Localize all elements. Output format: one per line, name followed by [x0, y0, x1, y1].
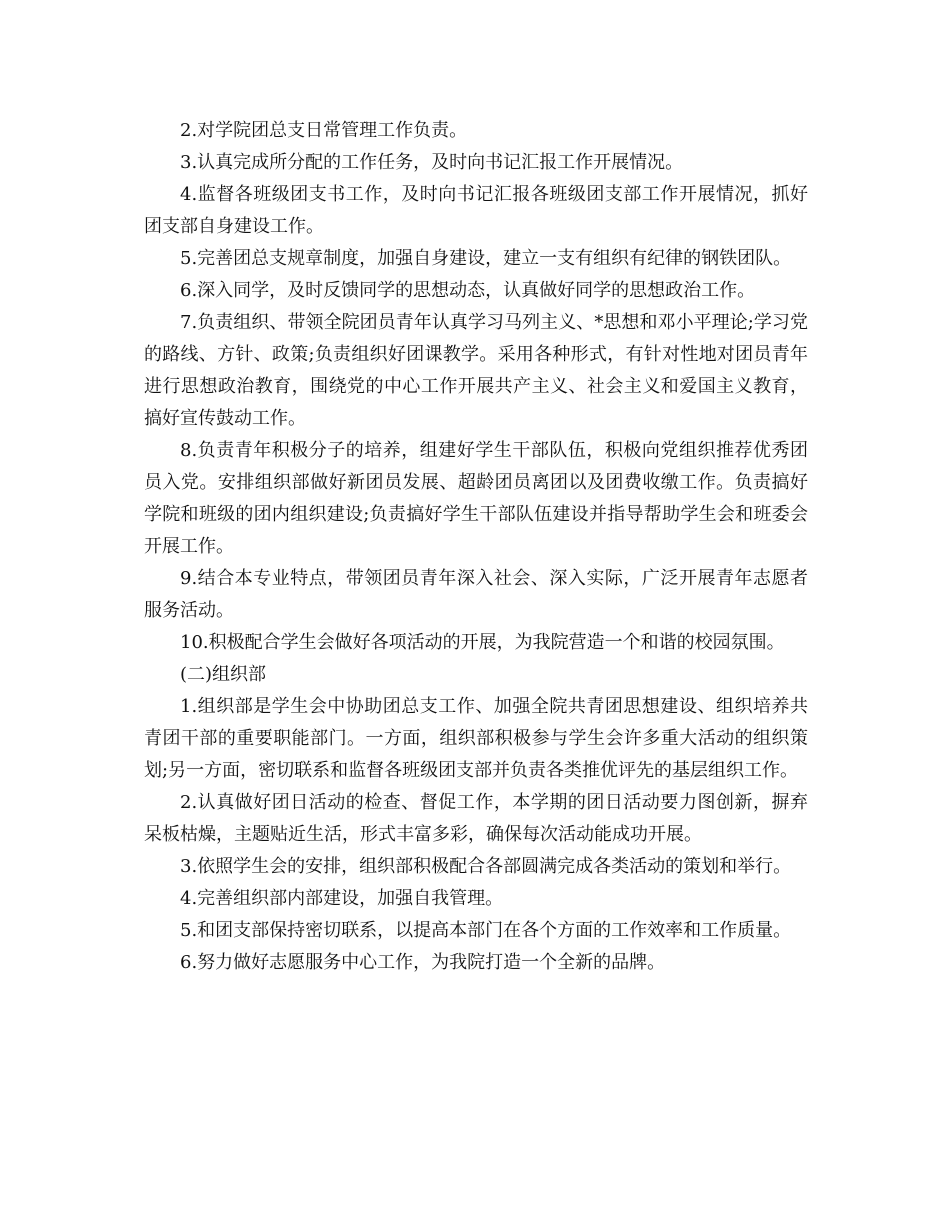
- org-dept-item-4: 4.完善组织部内部建设，加强自我管理。: [180, 888, 504, 909]
- org-dept-item-1: 1.组织部是学生会中协助团总支工作、加强全院共青团思想建设、组织培养共青团干部的重要职能部门。一方面，组织部积极参与学生会许多重大活动的组织策划;另一方面，密切联系和监督各班级团支部并负责各类推优评先的基层组织工作。: [144, 696, 808, 781]
- paragraph-item-8: 8.负责青年积极分子的培养，组建好学生干部队伍，积极向党组织推荐优秀团员入党。安排组织部做好新团员发展、超龄团员离团以及团费收缴工作。负责搞好学院和班级的团内组织建设;负责搞好学生干部队伍建设并指导帮助学生会和班委会开展工作。: [144, 440, 808, 557]
- document-body: [144, 115, 808, 979]
- org-dept-item-2: 2.认真做好团日活动的检查、督促工作，本学期的团日活动要力图创新，摒弃呆板枯燥，主题贴近生活，形式丰富多彩，确保每次活动能成功开展。: [144, 792, 808, 845]
- paragraph-item-4: 4.监督各班级团支书工作，及时向书记汇报各班级团支部工作开展情况，抓好团支部自身建设工作。: [144, 184, 808, 237]
- paragraph-item-3: 3.认真完成所分配的工作任务，及时向书记汇报工作开展情况。: [180, 152, 684, 173]
- org-dept-item-3: 3.依照学生会的安排，组织部积极配合各部圆满完成各类活动的策划和举行。: [180, 856, 792, 877]
- section-heading-organization-dept: (二)组织部: [180, 664, 267, 685]
- paragraph-item-9: 9.结合本专业特点，带领团员青年深入社会、深入实际，广泛开展青年志愿者服务活动。: [144, 568, 808, 621]
- paragraph-item-6: 6.深入同学，及时反馈同学的思想动态，认真做好同学的思想政治工作。: [180, 280, 756, 301]
- org-dept-item-5: 5.和团支部保持密切联系，以提高本部门在各个方面的工作效率和工作质量。: [180, 920, 792, 941]
- paragraph-item-7: 7.负责组织、带领全院团员青年认真学习马列主义、*思想和邓小平理论;学习党的路线、方针、政策;负责组织好团课教学。采用各种形式，有针对性地对团员青年进行思想政治教育，围绕党的中心工作开展共产主义、社会主义和爱国主义教育，搞好宣传鼓动工作。: [144, 312, 808, 429]
- paragraph-item-2: 2.对学院团总支日常管理工作负责。: [180, 120, 468, 141]
- paragraph-item-5: 5.完善团总支规章制度，加强自身建设，建立一支有组织有纪律的钢铁团队。: [180, 248, 792, 269]
- org-dept-item-6: 6.努力做好志愿服务中心工作，为我院打造一个全新的品牌。: [180, 952, 666, 973]
- paragraph-item-10: 10.积极配合学生会做好各项活动的开展，为我院营造一个和谐的校园氛围。: [180, 632, 785, 653]
